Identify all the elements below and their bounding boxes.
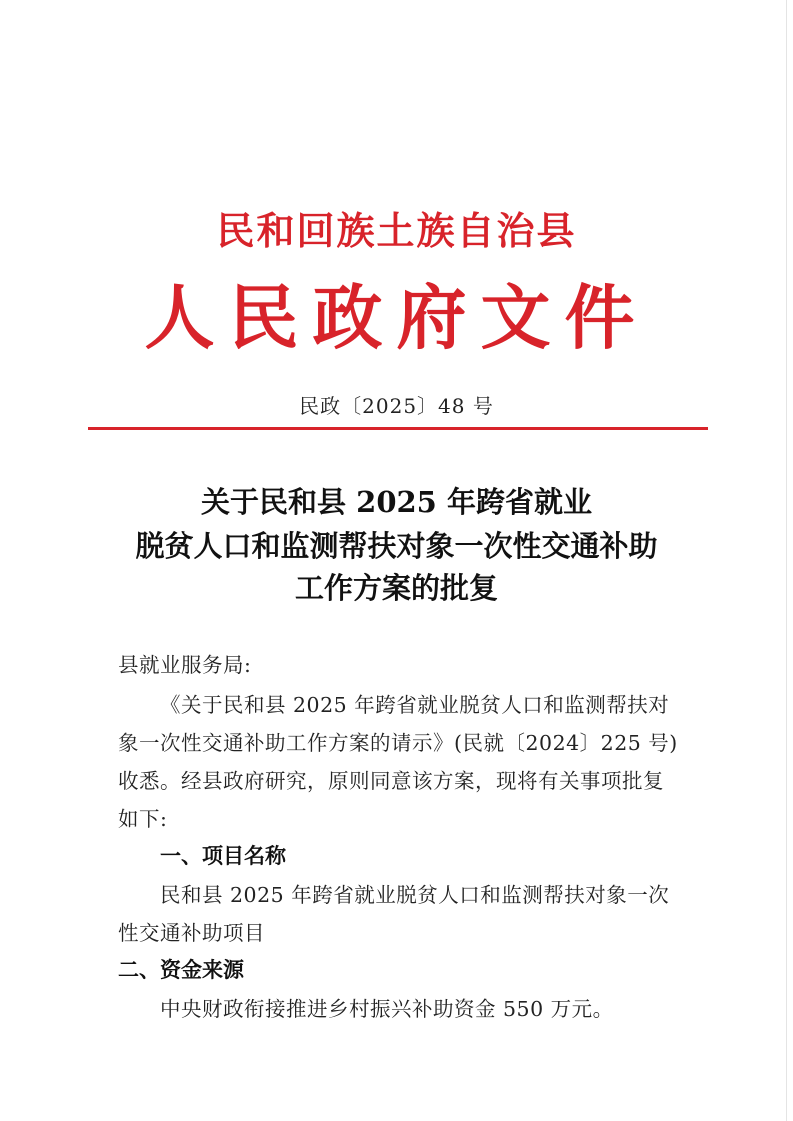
document-type-heading: 人民政府文件	[144, 276, 649, 359]
scan-edge-line	[786, 0, 787, 1121]
paragraph-1-line-1: 《关于民和县 2025 年跨省就业脱贫人口和监测帮扶对	[160, 693, 670, 717]
red-separator-line	[88, 427, 708, 430]
document-title-line-3: 工作方案的批复	[294, 571, 498, 605]
paragraph-1-line-2: 象一次性交通补助工作方案的请示》(民就〔2024〕225 号)	[118, 731, 678, 755]
section-2-line-1: 中央财政衔接推进乡村振兴补助资金 550 万元。	[160, 997, 614, 1021]
paragraph-1-line-3: 收悉。经县政府研究，原则同意该方案，现将有关事项批复	[118, 769, 664, 793]
section-1-line-1: 民和县 2025 年跨省就业脱贫人口和监测帮扶对象一次	[160, 883, 670, 907]
section-1-heading: 一、项目名称	[160, 843, 286, 868]
document-title-line-1: 关于民和县 2025 年跨省就业	[201, 485, 592, 519]
section-1-line-2: 性交通补助项目	[118, 921, 265, 945]
issuing-authority: 民和回族土族自治县	[216, 208, 577, 253]
section-2-heading: 二、资金来源	[118, 957, 244, 982]
paragraph-1-line-4: 如下:	[118, 807, 168, 831]
document-title-line-2: 脱贫人口和监测帮扶对象一次性交通补助	[135, 529, 658, 563]
document-number: 民政〔2025〕48 号	[299, 394, 494, 418]
recipient: 县就业服务局:	[118, 653, 252, 677]
